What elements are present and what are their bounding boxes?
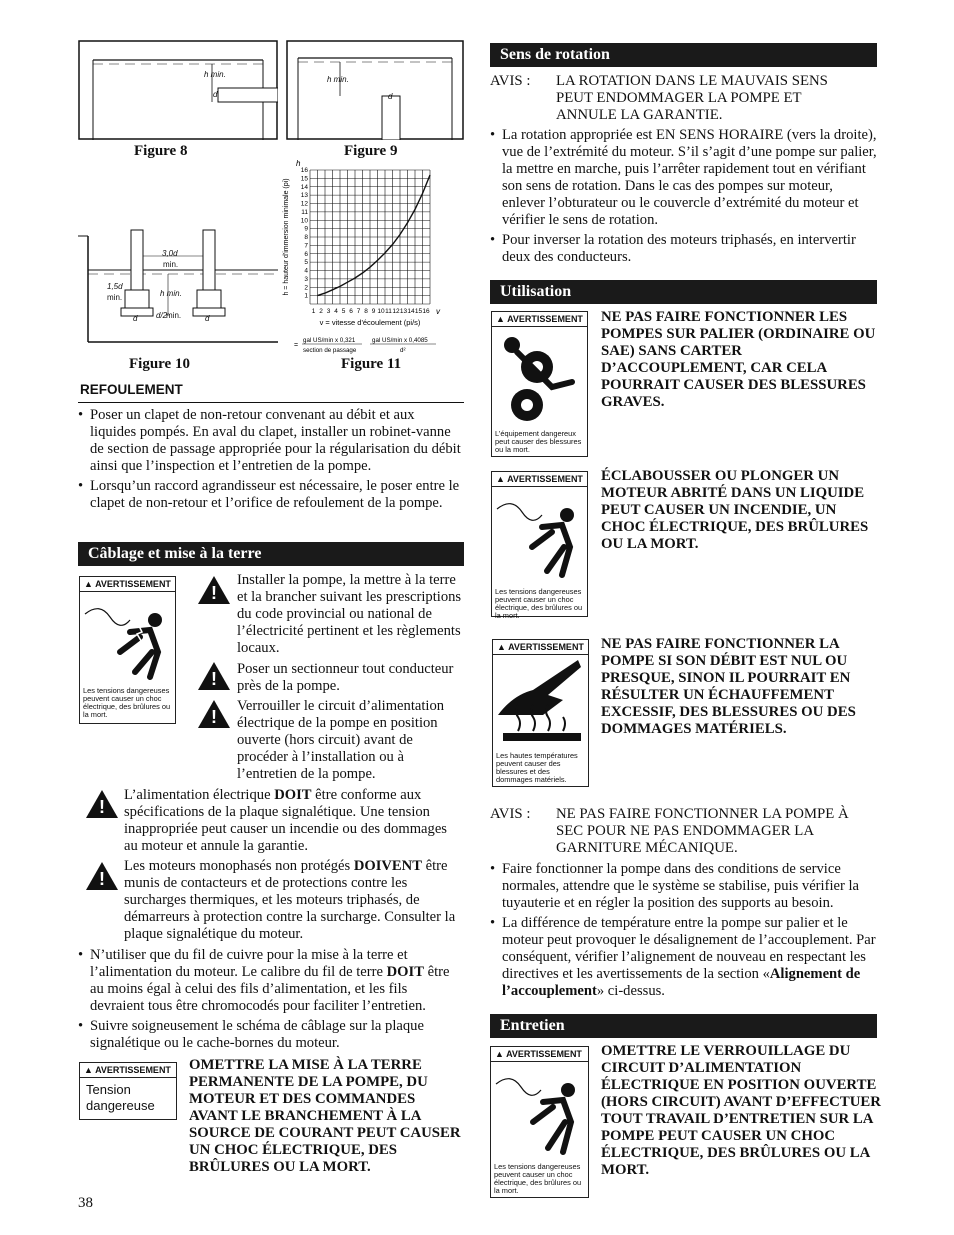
y-tick-label: 2	[304, 284, 308, 292]
utilisation-warning-3: ▲ AVERTISSEMENT Les hautes températures peuvent causer des blessures et des dommages matériels.	[492, 639, 589, 787]
utilisation-warning-2: ▲ AVERTISSEMENT Les tensions dangereuses peuvent causer un choc électrique, des brûlures ou la mort.	[491, 471, 588, 617]
utilisation-warning-1: ▲ AVERTISSEMENT L’équipement dangereux peut causer des blessures ou la mort.	[491, 311, 588, 457]
fig10-dmin-label: min.	[166, 311, 182, 320]
page-number: 38	[78, 1195, 93, 1211]
cablage-item-4: L’alimentation électrique DOIT être conforme aux spécifications de la plaque signalétique. Une tension inappropriée peut causer un incendie ou des dommages au moteur et annule la garantie.	[124, 787, 447, 854]
refoulement-rule	[78, 402, 464, 403]
rotation-avis-text: LA ROTATION DANS LE MAUVAIS SENS PEUT ENDOMMAGER LA POMPE ET ANNULE LA GARANTIE.	[556, 73, 828, 123]
y-tick-label: 1	[304, 292, 308, 300]
caution-triangle-icon	[198, 700, 230, 728]
warning-triangle-icon: ▲	[496, 314, 505, 324]
utilisation-bullet-2: • La différence de température entre la pompe sur palier et le moteur peut provoquer le désalignement de l’accouplement. Par conséquent, vérifier l’alignement de nouveau en respectant les directives et les avertissements de la section «Alignement de l’accouplement» ci-dessus.	[490, 915, 877, 1000]
formula-left-numerator: gal US/min x 0,321	[303, 337, 356, 344]
utilisation-avis-text: NE PAS FAIRE FONCTIONNER LA POMPE À SEC POUR NE PAS ENDOMMAGER LA GARNITURE MÉCANIQUE.	[556, 806, 849, 856]
formula-equals: =	[294, 342, 299, 349]
utilisation-warning-3-caption: Les hautes températures peuvent causer des blessures et des dommages matériels.	[496, 751, 578, 784]
tension-warning-head: ▲ AVERTISSEMENT	[80, 1063, 176, 1078]
y-tick-label: 7	[304, 242, 308, 250]
cablage-warning-head: ▲ AVERTISSEMENT	[80, 577, 175, 592]
caution-triangle-icon	[198, 576, 230, 604]
caution-triangle-icon	[86, 790, 118, 818]
utilisation-bullet-1: • Faire fonctionner la pompe dans des conditions de service normales, attendre que le système se stabilise, puis vérifier la tuyauterie et en régler la position des supports au besoin.	[490, 861, 877, 912]
x-axis-symbol: v	[436, 307, 440, 316]
refoulement-bullet-2: • Lorsqu’un raccord agrandisseur est nécessaire, le poser entre le clapet de non-retour et l’orifice de refoulement de la pompe.	[78, 478, 464, 512]
fig10-hmin-label: h min.	[160, 289, 182, 298]
fig10-3d-label: 3,0d	[162, 249, 178, 258]
figure-9-caption: Figure 9	[344, 143, 398, 159]
utilisation-warning-2-text: ÉCLABOUSSER OU PLONGER UN MOTEUR ABRITÉ DANS UN LIQUIDE PEUT CAUSER UN INCENDIE, UN CHOC ÉLECTRIQUE, DES BRÛLURES OU LA MORT.	[601, 468, 869, 552]
y-tick-label: 6	[304, 250, 308, 258]
x-tick-label: 3	[326, 308, 331, 315]
x-tick-label: 15	[414, 308, 423, 315]
fig8-hmin-label: h min.	[204, 70, 226, 79]
x-tick-label: 12	[392, 308, 400, 315]
y-tick-label: 5	[304, 259, 308, 267]
y-axis-label: h = hauteur d'immersion minimale (pi)	[283, 178, 290, 296]
fig9-d-label: d	[388, 92, 393, 101]
utilisation-warning-1-text: NE PAS FAIRE FONCTIONNER LES POMPES SUR PALIER (ORDINAIRE OU SAE) SANS CARTER D’ACCOUPLEMENT, CAR CELA POURRAIT CAUSER DES BLESSURES GRAVES.	[601, 309, 876, 410]
caution-triangle-icon	[86, 862, 118, 890]
y-tick-label: 8	[304, 234, 308, 241]
figure-8-drawing	[78, 40, 278, 140]
formula-left-denominator: section de passage	[303, 347, 357, 354]
y-tick-label: 11	[301, 208, 308, 216]
utilisation-avis-label: AVIS :	[490, 806, 531, 822]
formula-right-denominator: d²	[400, 347, 406, 354]
entretien-section-bar: Entretien	[490, 1014, 877, 1038]
tension-warning-text: Tension dangereuse	[86, 1082, 155, 1113]
utilisation-bullets	[490, 861, 877, 1003]
x-axis-label: v = vitesse d'écoulement (pi/s)	[319, 318, 421, 327]
caution-triangle-icon	[198, 662, 230, 690]
warning-triangle-icon: ▲	[495, 1049, 504, 1059]
cablage-item-1: Installer la pompe, la mettre à la terre et la brancher suivant les prescriptions du code provincial ou national de l’électricité pertinent et les règlements locaux.	[237, 572, 462, 656]
fig9-hmin-label: h min.	[327, 75, 349, 84]
cablage-section-bar: Câblage et mise à la terre	[78, 542, 464, 566]
cablage-warning-label	[79, 576, 176, 724]
warning-triangle-icon: ▲	[84, 1065, 93, 1075]
y-tick-label: 16	[300, 167, 308, 174]
rotation-bullet-2: • Pour inverser la rotation des moteurs triphasés, en intervertir deux des conducteurs.	[490, 232, 877, 266]
entretien-warning-label: ▲ AVERTISSEMENT Les tensions dangereuses peuvent causer un choc électrique, des brûlures ou la mort.	[490, 1046, 589, 1198]
fig8-d-label: d	[213, 90, 218, 99]
x-tick-label: 11	[385, 308, 392, 315]
utilisation-warning-3-text: NE PAS FAIRE FONCTIONNER LA POMPE SI SON DÉBIT EST NUL OU PRESQUE, SINON IL POURRAIT EN RÉSULTER UN ÉCHAUFFEMENT EXCESSIF, DES BLESSURES OU DES DOMMAGES MATÉRIELS.	[601, 636, 856, 737]
formula-right-numerator: gal US/min x 0,4085	[372, 337, 428, 344]
x-tick-label: 8	[364, 308, 368, 315]
x-tick-label: 9	[371, 308, 376, 315]
tension-warning-message: OMETTRE LA MISE À LA TERRE PERMANENTE DE LA POMPE, DU MOTEUR ET DES COMMANDES AVANT LE BRANCHEMENT À LA SOURCE DE COURANT PEUT CAUSER UN CHOC ÉLECTRIQUE, DES BRÛLURES OU LA MORT.	[189, 1057, 461, 1175]
utilisation-warning-1-caption: L’équipement dangereux peut causer des blessures ou la mort.	[495, 429, 582, 454]
cablage-item-3: Verrouiller le circuit d’alimentation électrique de la pompe en position ouverte (hors circuit) avant de procéder à l’installation ou à l’entretien de la pompe.	[237, 698, 445, 782]
rotation-section-bar: Sens de rotation	[490, 43, 877, 67]
y-axis-symbol: h	[296, 160, 301, 168]
x-tick-label: 14	[407, 308, 415, 315]
figure-11-chart	[280, 160, 464, 356]
y-tick-label: 3	[304, 275, 308, 283]
figure-10-caption: Figure 10	[129, 356, 190, 372]
y-tick-label: 4	[304, 267, 308, 275]
x-tick-label: 6	[349, 308, 353, 315]
cablage-bullet-1: • N’utiliser que du fil de cuivre pour la mise à la terre et l’alimentation du moteur. Le calibre du fil de terre DOIT être au moins égal à celui des fils d’alimentation, et les fils devraient tous être chromocodés pour faciliter l’entretien.	[78, 947, 464, 1015]
warning-triangle-icon: ▲	[84, 579, 93, 589]
warning-triangle-icon: ▲	[496, 474, 505, 484]
rotation-avis-label: AVIS :	[490, 73, 531, 89]
utilisation-section-bar: Utilisation	[490, 280, 877, 304]
x-tick-label: 4	[334, 308, 338, 315]
rotation-bullet-1: • La rotation appropriée est EN SENS HORAIRE (vers la droite), vue de l’extrémité du moteur. S’il s’agit d’une pompe sur palier, la mettre en marche, puis l’arrêter rapidement tout en vérifiant son sens de rotation. Dans le cas des pompes sur moteur, enlever l’obturateur ou le couvercle d’extrémité du moteur et vérifier le sens de rotation.	[490, 127, 877, 229]
hot-surface-icon	[493, 655, 588, 747]
rotation-bullets	[490, 127, 877, 269]
figure-8-caption: Figure 8	[134, 143, 188, 159]
utilisation-avis	[490, 806, 877, 858]
refoulement-bullet-1: • Poser un clapet de non-retour convenant au débit et aux liquides pompés. En aval du clapet, installer un robinet-vanne de section de passage appropriée pour la régularisation du débit ainsi que l’inspection et l’entretien de la pompe.	[78, 407, 464, 475]
fig10-1-5d-label: 1,5d	[107, 282, 123, 291]
electric-shock-icon	[80, 592, 175, 682]
fig10-d2-label: d	[205, 314, 210, 323]
fig10-min2-label: min.	[107, 293, 123, 302]
x-tick-label: 13	[399, 308, 408, 315]
tension-warning-label	[79, 1062, 177, 1120]
fig10-min-label: min.	[163, 260, 179, 269]
cablage-bullets	[78, 947, 464, 1055]
y-tick-label: 13	[300, 192, 308, 200]
cablage-bullet-2: • Suivre soigneusement le schéma de câblage sur la plaque signalétique ou le cache-bornes du moteur.	[78, 1018, 464, 1052]
cablage-warning-caption: Les tensions dangereuses peuvent causer un choc électrique, des brûlures ou la mort.	[83, 686, 171, 719]
y-tick-label: 14	[300, 183, 308, 191]
gears-hazard-icon	[492, 327, 587, 425]
figure-11-caption: Figure 11	[341, 356, 402, 372]
x-tick-label: 16	[422, 308, 430, 315]
entretien-warning-caption: Les tensions dangereuses peuvent causer un choc électrique, des brûlures ou la mort.	[494, 1162, 582, 1195]
fig10-d1-label: d	[133, 314, 138, 323]
series-line	[318, 175, 431, 296]
x-tick-label: 1	[311, 308, 316, 315]
rotation-avis	[490, 73, 877, 125]
electric-shock-icon	[492, 487, 587, 583]
cablage-item-2: Poser un sectionneur tout conducteur près de la pompe.	[237, 661, 454, 694]
cablage-item-5: Les moteurs monophasés non protégés DOIVENT être munis de contacteurs et de protections contre les surcharges thermiques, et les moteurs triphasés, de démarreurs à protection contre la surcharge. Consulter la plaque signalétique du moteur.	[124, 858, 456, 942]
refoulement-heading: REFOULEMENT	[80, 382, 183, 397]
x-tick-label: 7	[356, 308, 361, 315]
utilisation-warning-2-caption: Les tensions dangereuses peuvent causer un choc électrique, des brûlures ou la mort.	[495, 587, 583, 620]
figure-9-drawing	[286, 40, 464, 140]
refoulement-bullets	[78, 407, 464, 515]
fig10-dhalf-label: d/2	[156, 311, 168, 320]
y-tick-label: 10	[300, 217, 308, 225]
y-tick-label: 9	[304, 225, 308, 233]
electric-shock-icon	[491, 1062, 588, 1158]
x-tick-label: 2	[319, 308, 323, 315]
y-tick-label: 12	[300, 200, 308, 208]
x-tick-label: 10	[377, 308, 385, 315]
x-tick-label: 5	[341, 308, 346, 315]
warning-triangle-icon: ▲	[497, 642, 506, 652]
y-tick-label: 15	[300, 175, 308, 183]
entretien-warning-text: OMETTRE LE VERROUILLAGE DU CIRCUIT D’ALIMENTATION ÉLECTRIQUE EN POSITION OUVERTE (HORS CIRCUIT) AVANT D’EFFECTUER TOUT TRAVAIL D’ENTRETIEN SUR LA POMPE PEUT CAUSER UN CHOC ÉLECTRIQUE, DES BRÛLURES OU LA MORT.	[601, 1043, 881, 1178]
